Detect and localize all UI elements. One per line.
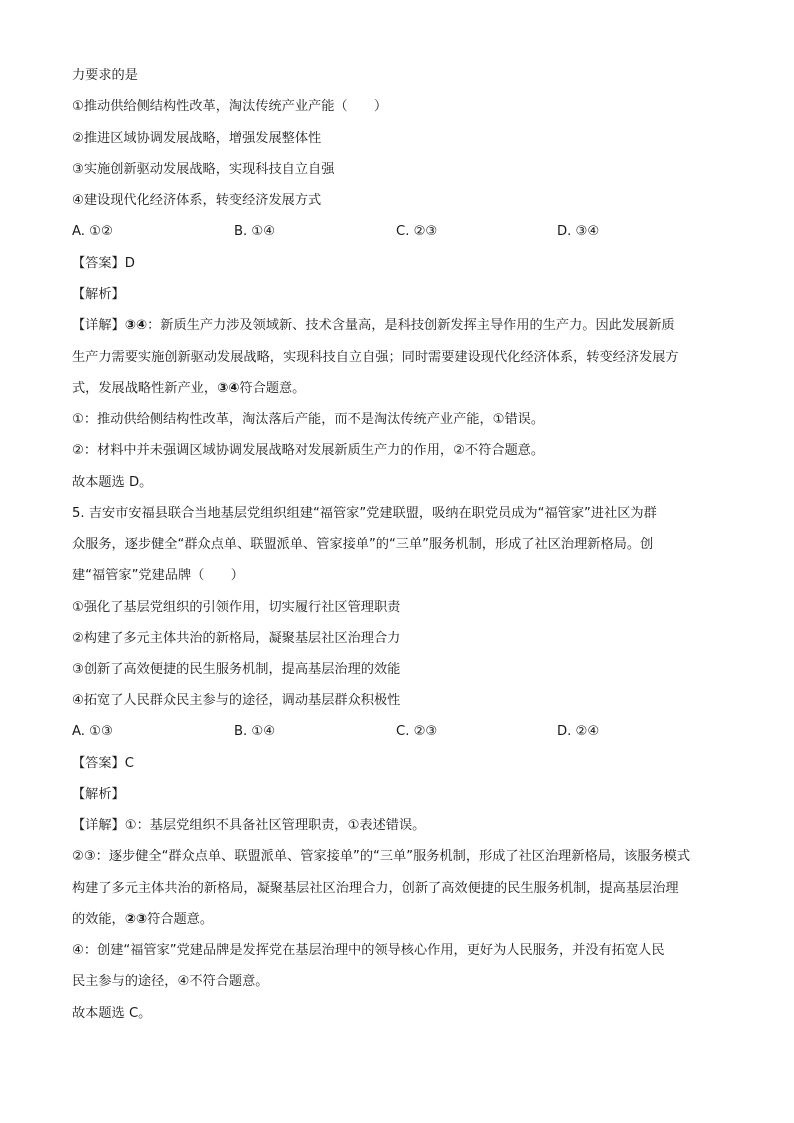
q5-option-c: C. ②③ [396, 724, 438, 739]
answer-label: 【答案】 [72, 256, 125, 271]
q5-stem-line-3: 建“福管家”党建品牌（ ） [72, 568, 244, 583]
detail-label: 【详解】 [72, 818, 125, 833]
q5-detail-line-1 [72, 818, 425, 834]
q5-detail-23-line-1: ②③：逐步健全“群众点单、联盟派单、管家接单”的“三单”服务机制，形成了社区治理新格局，该服务模式 [72, 849, 691, 864]
q5-option-b: B. ①④ [234, 724, 276, 739]
q5-option-a: A. ①③ [72, 724, 113, 739]
q5-stem-line-1: 5. 吉安市安福县联合当地基层党组织组建“福管家”党建联盟，吸纳在职党员成为“福管家”进社区为群 [72, 506, 657, 521]
q4-stem-tail: 力要求的是 [72, 68, 138, 83]
answer-value: C [124, 756, 134, 771]
q4-choice-4: ④建设现代化经济体系，转变经济发展方式 [72, 193, 322, 208]
q4-conclusion: 故本题选 D。 [72, 475, 153, 490]
q4-option-c: C. ②③ [396, 224, 438, 239]
q5-stem-line-2: 众服务，逐步健全“群众点单、联盟派单、管家接单”的“三单”服务机制，形成了社区治理新格局。创 [72, 537, 654, 552]
q4-note-2: ②：材料中并未强调区域协调发展战略对发展新质生产力的作用，②不符合题意。 [72, 443, 545, 458]
q5-analysis-label: 【解析】 [72, 787, 125, 802]
q5-option-d: D. ②④ [557, 724, 600, 739]
q4-choice-1: ①推动供给侧结构性改革，淘汰传统产业产能（ ） [72, 99, 388, 114]
q5-choice-3: ③创新了高效便捷的民生服务机制，提高基层治理的效能 [72, 662, 401, 677]
detail-label: 【详解】 [72, 318, 125, 333]
detail-text: 的效能， [72, 912, 125, 927]
q5-detail-4-line-2: 民主参与的途径，④不符合题意。 [72, 974, 269, 989]
q5-choice-4: ④拓宽了人民群众民主参与的途径，调动基层群众积极性 [72, 693, 401, 708]
q4-answer-row [72, 256, 135, 272]
q5-detail-23-line-2: 构建了多元主体共治的新格局，凝聚基层社区治理合力，创新了高效便捷的民生服务机制，提高基层治理 [72, 881, 679, 896]
q5-detail-23-line-3 [72, 912, 213, 928]
q4-option-d: D. ③④ [557, 224, 600, 239]
answer-value: D [124, 256, 135, 271]
q5-choice-1: ①强化了基层党组织的引领作用，切实履行社区管理职责 [72, 600, 401, 615]
q5-answer-row [72, 756, 134, 772]
q5-conclusion: 故本题选 C。 [72, 1006, 152, 1021]
q4-option-b: B. ①④ [234, 224, 276, 239]
answer-label: 【答案】 [72, 756, 125, 771]
q4-note-1: ①：推动供给侧结构性改革，淘汰落后产能，而不是淘汰传统产业产能，①错误。 [72, 412, 545, 427]
q5-choice-2: ②构建了多元主体共治的新格局，凝聚基层社区治理合力 [72, 631, 401, 646]
detail-text: 式，发展战略性新产业， [72, 381, 218, 396]
q5-detail-4-line-1: ④：创建“福管家”党建品牌是发挥党在基层治理中的领导核心作用，更好为人民服务，并没有拓宽人民 [72, 943, 665, 958]
detail-marker: ②③ [124, 912, 148, 927]
detail-marker: ③④ [124, 318, 148, 333]
detail-text: 符合题意。 [239, 381, 306, 396]
q4-choice-2: ②推进区域协调发展战略，增强发展整体性 [72, 131, 322, 146]
q4-choice-3: ③实施创新驱动发展战略，实现科技自立自强 [72, 162, 335, 177]
detail-text: ：新质生产力涉及领域新、技术含量高，是科技创新发挥主导作用的生产力。因此发展新质 [147, 318, 675, 333]
detail-marker: ③④ [217, 381, 240, 396]
q4-detail-line-2: 生产力需要实施创新驱动发展战略，实现科技自立自强；同时需要建设现代化经济体系，转变经济发展方 [72, 350, 679, 365]
q4-detail-line-1 [72, 318, 675, 334]
q4-analysis-label: 【解析】 [72, 287, 125, 302]
detail-text: ①：基层党组织不具备社区管理职责，①表述错误。 [124, 818, 426, 833]
q4-detail-line-3 [72, 381, 305, 397]
q4-option-a: A. ①② [72, 224, 113, 239]
detail-text: 符合题意。 [147, 912, 214, 927]
